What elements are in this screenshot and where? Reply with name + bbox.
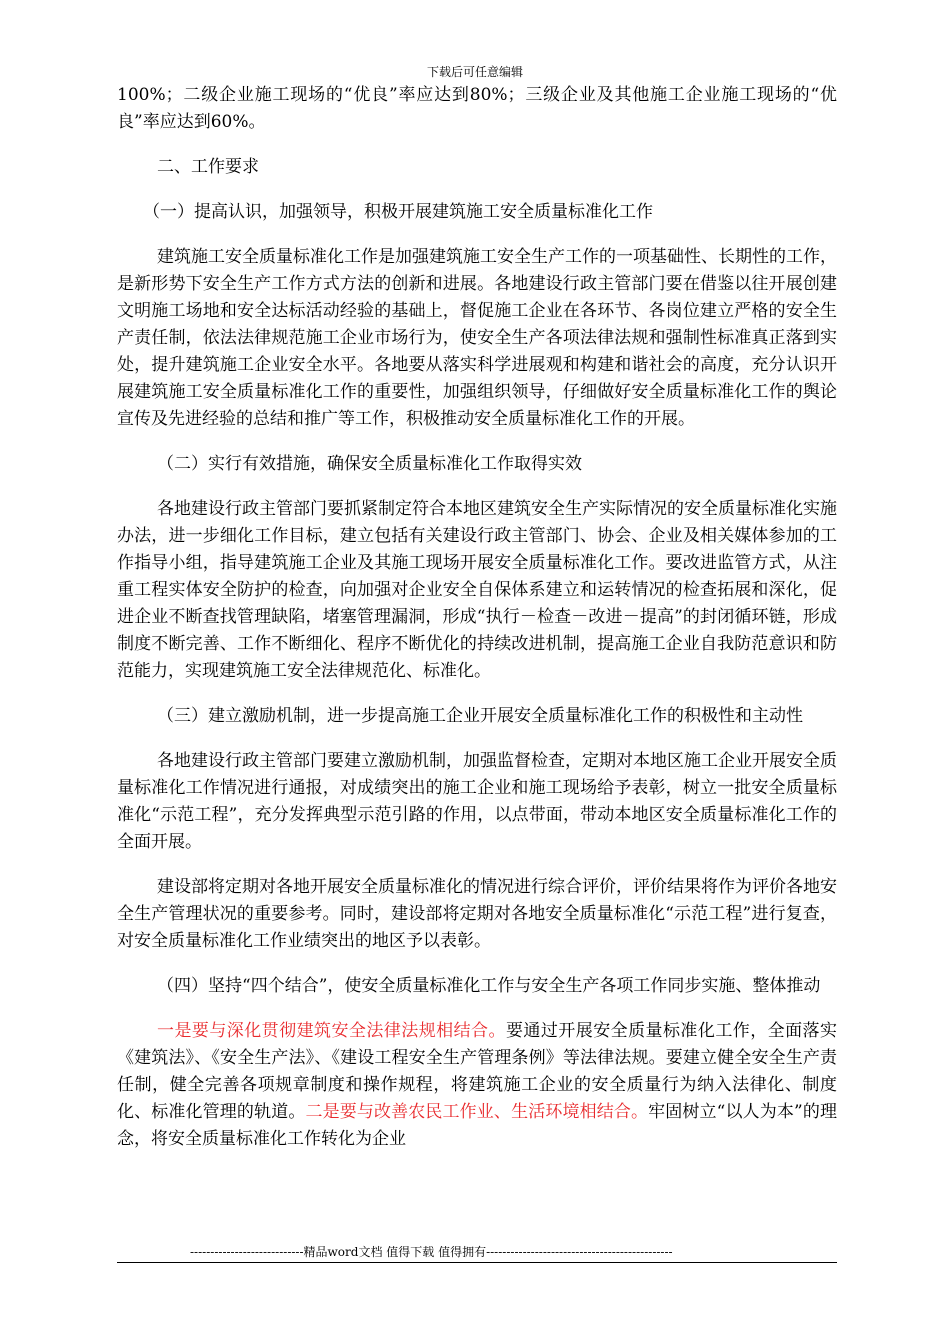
footer-divider bbox=[117, 1262, 837, 1263]
text-combination-2: 牢固树立“以人为本”的理念，将安全质量标准化工作转化为企业 bbox=[117, 1102, 837, 1149]
paragraph-rate-targets: 100%；二级企业施工现场的“优良”率应达到80%；三级企业及其他施工企业施工现场的“优良”率应达到60%。 bbox=[117, 85, 837, 132]
subheading-1: （一）提高认识，加强领导，积极开展建筑施工安全质量标准化工作 bbox=[143, 202, 653, 222]
highlight-combination-1: 一是要与深化贯彻建筑安全法律法规相结合。 bbox=[157, 1021, 506, 1041]
page-header: 下载后可任意编辑 bbox=[426, 65, 523, 79]
subheading-3: （三）建立激励机制，进一步提高施工企业开展安全质量标准化工作的积极性和主动性 bbox=[157, 706, 803, 726]
subheading-4: （四）坚持“四个结合”，使安全质量标准化工作与安全生产各项工作同步实施、整体推动 bbox=[157, 976, 821, 996]
document-body bbox=[117, 82, 837, 1153]
paragraph-measures: 各地建设行政主管部门要抓紧制定符合本地区建筑安全生产实际情况的安全质量标准化实施办法，进一步细化工作目标，建立包括有关建设行政主管部门、协会、企业及相关媒体参加的工作指导小组，指导建筑施工企业及其施工现场开展安全质量标准化工作。要改进监管方式，从注重工程实体安全防护的检查，向加强对企业安全自保体系建立和运转情况的检查拓展和深化，促进企业不断查找管理缺陷，堵塞管理漏洞，形成“执行－检查－改进－提高”的封闭循环链，形成制度不断完善、工作不断细化、程序不断优化的持续改进机制，提高施工企业自我防范意识和防范能力，实现建筑施工安全法律规范化、标准化。 bbox=[117, 499, 837, 681]
highlight-combination-2: 二是要与改善农民工作业、生活环境相结合。 bbox=[305, 1102, 649, 1122]
paragraph-four-combinations bbox=[117, 1018, 837, 1153]
section-heading-work-requirements: 二、工作要求 bbox=[157, 157, 259, 177]
text-combination-1: 要通过开展安全质量标准化工作，全面落实《建筑法》、《安全生产法》、《建设工程安全生产管理条例》等法律法规。要建立健全安全生产责任制，健全完善各项规章制度和操作规程，将建筑施工企业的安全质量行为纳入法律化、制度化、标准化管理的轨道。 bbox=[117, 1021, 838, 1122]
paragraph-awareness: 建筑施工安全质量标准化工作是加强建筑施工安全生产工作的一项基础性、长期性的工作，是新形势下安全生产工作方式方法的创新和进展。各地建设行政主管部门要在借鉴以往开展创建文明施工场地和安全达标活动经验的基础上，督促施工企业在各环节、各岗位建立严格的安全生产责任制，依法法律规范施工企业市场行为，使安全生产各项法律法规和强制性标准真正落到实处，提升建筑施工企业安全水平。各地要从落实科学进展观和构建和谐社会的高度，充分认识开展建筑施工安全质量标准化工作的重要性，加强组织领导，仔细做好安全质量标准化工作的舆论宣传及先进经验的总结和推广等工作，积极推动安全质量标准化工作的开展。 bbox=[117, 247, 837, 429]
subheading-2: （二）实行有效措施，确保安全质量标准化工作取得实效 bbox=[157, 454, 582, 474]
page-footer: ----------------------------精品word文档 值得下载 值得拥有---------------------------------------------- bbox=[190, 1245, 673, 1259]
paragraph-incentive: 各地建设行政主管部门要建立激励机制，加强监督检查，定期对本地区施工企业开展安全质量标准化工作情况进行通报，对成绩突出的施工企业和施工现场给予表彰，树立一批安全质量标准化“示范工程”，充分发挥典型示范引路的作用，以点带面，带动本地区安全质量标准化工作的全面开展。 bbox=[117, 751, 837, 852]
paragraph-evaluation: 建设部将定期对各地开展安全质量标准化的情况进行综合评价，评价结果将作为评价各地安全生产管理状况的重要参考。同时，建设部将定期对各地安全质量标准化“示范工程”进行复查，对安全质量标准化工作业绩突出的地区予以表彰。 bbox=[117, 877, 837, 951]
